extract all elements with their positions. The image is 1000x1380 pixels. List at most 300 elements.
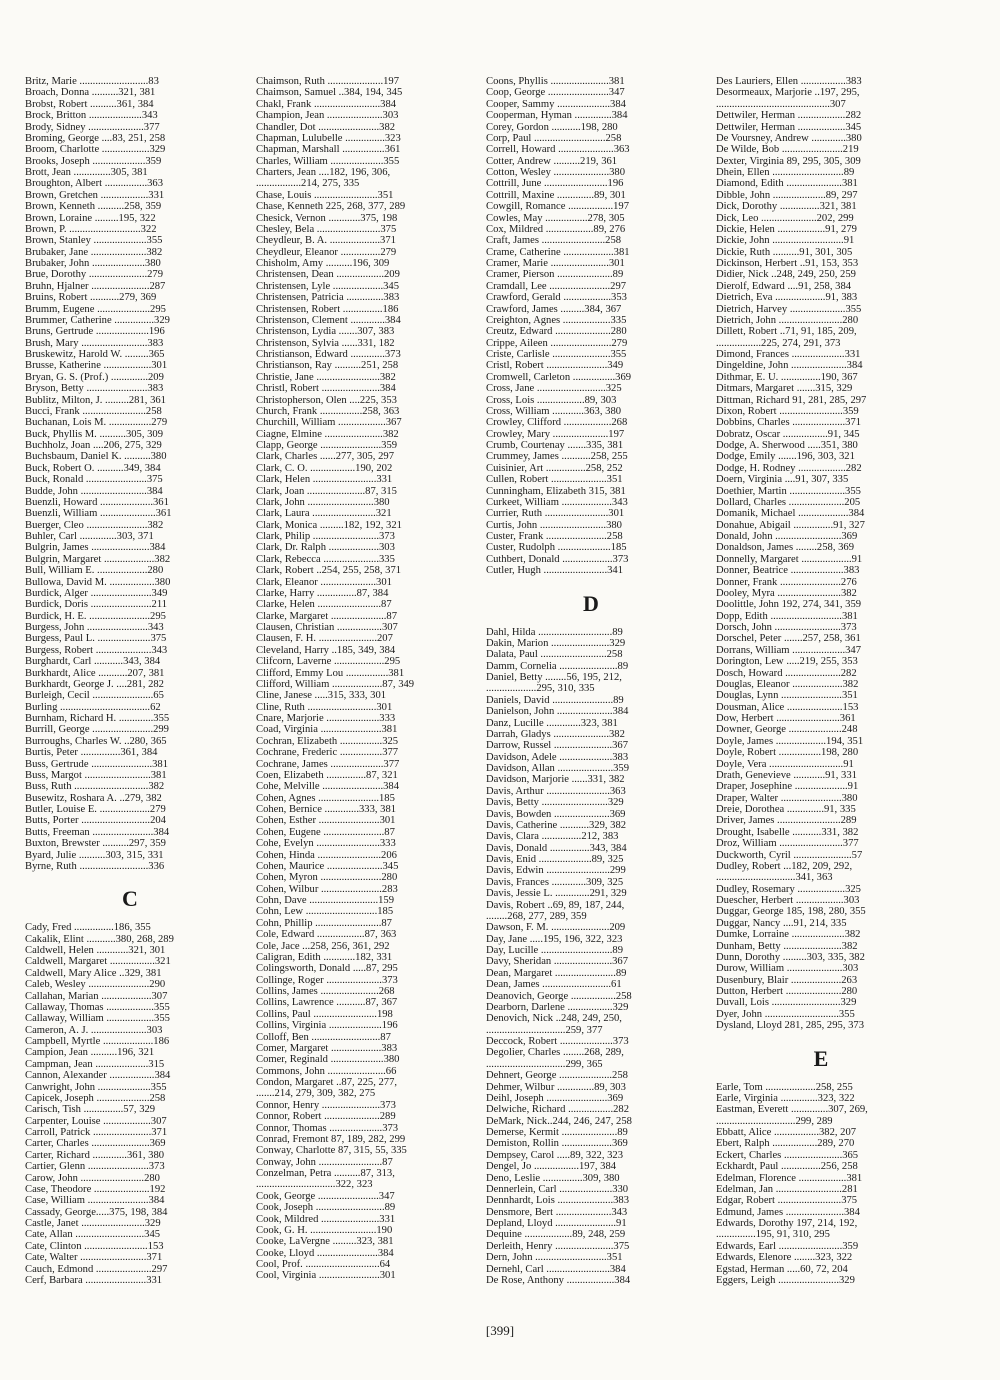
index-entry: Cotter, Andrew ..........219, 361 <box>486 155 618 167</box>
index-entry: Connor, Henry ......................373 <box>256 1099 396 1111</box>
index-entry: Depland, Lloyd .......................91 <box>486 1218 627 1229</box>
index-column-1 <box>25 76 235 1286</box>
index-entry: Edwards, Earl ........................359 <box>716 1240 859 1252</box>
index-entry: Dillett, Robert ..71, 91, 185, 209, <box>716 326 857 338</box>
index-entry: Dierolf, Edward ....91, 258, 384 <box>716 280 852 292</box>
index-entry: Dalata, Paul .........................258 <box>486 649 623 661</box>
index-entry: .................225, 274, 291, 373 <box>716 337 841 349</box>
index-entry: Dietrich, Harvey .....................355 <box>716 303 862 315</box>
index-entry: Duescher, Herbert ..................303 <box>716 895 860 906</box>
index-entry: Drought, Isabelle ...........331, 382 <box>716 826 859 838</box>
index-entry: Dickinson, Herbert ..91, 153, 353 <box>716 258 859 269</box>
index-entry: Campion, Jean ..........196, 321 <box>25 1047 155 1059</box>
index-entry: Custer, Rudolph ....................185 <box>486 542 627 554</box>
index-entry: Butts, Freeman .......................384 <box>25 826 170 838</box>
index-entry: Brue, Dorothy ......................279 <box>25 269 164 281</box>
index-entry: Burroughs, Charles W. ..280, 365 <box>25 735 167 747</box>
index-entry: Cooper, Sammy ....................384 <box>486 98 626 110</box>
index-entry: Clark, Monica .........182, 192, 321 <box>256 519 402 531</box>
index-entry: Edwards, Dorothy 197, 214, 192, <box>716 1218 858 1229</box>
index-entry: Brubaker, Jane .....................382 <box>25 246 163 258</box>
index-entry: Coad, Virginia .......................381 <box>256 724 398 736</box>
index-entry: Ditmars, Margaret .......315, 329 <box>716 383 853 395</box>
index-entry: Cross, William ............363, 380 <box>486 405 622 417</box>
section-letter-heading: D <box>583 590 599 616</box>
index-entry: .................214, 275, 335 <box>256 178 360 190</box>
index-entry: Diamond, Edith .....................381 <box>716 178 858 190</box>
index-entry: Broom, Charlotte ..................329 <box>25 144 166 156</box>
index-entry: Cohe, Melville .......................384 <box>256 781 400 793</box>
index-entry: Chesley, Bela ........................375 <box>256 223 397 235</box>
index-entry: Brown, Gretchen ..................331 <box>25 189 165 201</box>
index-entry: Clark, Joan ......................87, 315 <box>256 485 397 497</box>
index-entry: Bucci, Frank ........................258 <box>25 405 162 417</box>
index-entry: Bulgrin, Margaret ...................382 <box>25 553 171 565</box>
index-entry: Carow, John ........................280 <box>25 1172 160 1184</box>
index-entry: Cochran, Elizabeth ................325 <box>256 735 399 747</box>
index-entry: Criste, Carlisle ......................355 <box>486 349 627 360</box>
index-entry: Dobbins, Charles ....................371 <box>716 417 862 429</box>
index-entry: Dreie, Dorothea ..............91, 335 <box>716 804 856 815</box>
index-entry: Cohn, Phillip .........................87 <box>256 917 392 929</box>
index-entry: Cohen, Hinda ........................206 <box>256 849 397 861</box>
index-entry: Danz, Lucille .............323, 381 <box>486 717 618 729</box>
index-entry: Duckworth, Cyril ......................57 <box>716 849 863 861</box>
index-entry: Donner, Beatrice ....................383 <box>716 565 860 577</box>
index-entry: Edwards, Elenore ........323, 322 <box>716 1252 853 1264</box>
index-entry: ..............................259, 377 <box>486 1024 603 1036</box>
index-entry: Clark, Laura ........................321 <box>256 508 392 520</box>
index-entry: Dunn, Dorothy .........303, 335, 382 <box>716 951 865 963</box>
index-entry: Davidson, Allan .....................359 <box>486 763 630 774</box>
index-entry: Cramer, Marie ......................301 <box>486 258 625 269</box>
index-entry: Eckhardt, Paul ...............256, 258 <box>716 1161 858 1173</box>
index-entry: Clausen, Christian .................307 <box>256 622 398 633</box>
index-entry: ...................295, 310, 335 <box>486 683 595 695</box>
index-entry: Dennerlein, Carl ....................330 <box>486 1183 629 1195</box>
index-entry: Cate, Clinton ........................153 <box>25 1240 164 1252</box>
index-entry: Earle, Virginia ..............323, 322 <box>716 1092 855 1104</box>
index-entry: Cheydleur, B. A. ...................371 <box>256 235 396 247</box>
index-entry: Davis, Edwin ........................299 <box>486 865 626 877</box>
index-entry: Dumke, Lorraine ....................382 <box>716 929 861 941</box>
index-entry: Clark, John .........................380 <box>256 496 390 508</box>
index-entry: Charters, Jean ....182, 196, 306, <box>256 167 391 178</box>
index-entry: Campman, Jean ....................315 <box>25 1058 165 1070</box>
index-entry: Clark, Rebecca .....................335 <box>256 553 395 565</box>
index-entry: Dithmar, E. U. ...............190, 367 <box>716 371 858 383</box>
index-entry: Bruskewitz, Harold W. .........365 <box>25 349 165 360</box>
index-entry: Coop, George .......................347 <box>486 87 625 99</box>
index-entry: De Voursney, Andrew .............380 <box>716 132 862 144</box>
index-entry: Daniel, Betty ........56, 195, 212, <box>486 672 622 683</box>
index-entry: Conzelman, Petra ..........87, 313, <box>256 1168 395 1179</box>
index-entry: Bryson, Betty .......................383 <box>25 383 164 395</box>
index-entry: Cohen, Wilbur .......................283 <box>256 883 398 895</box>
index-entry: Caldwell, Helen ............321, 301 <box>25 945 166 956</box>
index-entry: Buerger, Cleo .......................382 <box>25 519 164 531</box>
index-entry: Dick, Leo .....................202, 299 <box>716 212 854 224</box>
index-entry: Cole, Jace ...258, 256, 361, 292 <box>256 940 390 952</box>
index-entry: Cohn, Lew ...........................185 <box>256 906 394 918</box>
index-entry: ..............................341, 363 <box>716 872 833 884</box>
index-entry: De Rose, Anthony ..................384 <box>486 1274 631 1286</box>
index-entry: DeMark, Nick..244, 246, 247, 258 <box>486 1115 632 1127</box>
index-entry: Dunham, Betty ......................382 <box>716 940 858 952</box>
index-entry: Dickie, John ...........................91 <box>716 235 855 247</box>
index-entry: Chapman, Lulubelle ...............323 <box>256 132 401 144</box>
index-entry: Driver, James ........................289 <box>716 815 857 827</box>
index-entry: Burgess, Paul L. ....................375 <box>25 633 167 645</box>
index-entry: Cohen, Eugene .......................87 <box>256 826 395 838</box>
index-column-4 <box>716 76 926 1286</box>
index-entry: Cline, Janese .....315, 333, 301 <box>256 690 387 702</box>
index-entry: Davis, Betty .........................329 <box>486 797 624 809</box>
index-entry: ...............195, 91, 310, 295 <box>716 1229 830 1241</box>
index-entry: Dittman, Richard 91, 281, 285, 297 <box>716 394 867 406</box>
index-entry: Buss, Margot .........................381 <box>25 769 167 781</box>
index-entry: Brown, Loraine .........195, 322 <box>25 212 156 224</box>
index-entry: Chisholm, Amy ..........196, 309 <box>256 258 390 269</box>
index-entry: Bruins, Robert ...........279, 369 <box>25 292 157 304</box>
index-entry: Dodge, A. Sherwood .....351, 380 <box>716 440 858 451</box>
index-entry: Cole, Edward ..................87, 363 <box>256 929 397 941</box>
index-entry: Cate, Walter .........................371 <box>25 1252 163 1264</box>
index-entry: ........268, 277, 289, 359 <box>486 910 587 922</box>
index-entry: Bruhn, Hjalner ......................287 <box>25 280 166 292</box>
index-entry: Dawson, F. M. ......................209 <box>486 922 626 934</box>
index-entry: Christensen, Lyle ...................345 <box>256 280 400 292</box>
index-entry: Champion, Jean .....................303 <box>256 110 399 122</box>
index-entry: Burdick, Alger .......................349 <box>25 587 168 599</box>
index-entry: Christenson, Lydia .......307, 383 <box>256 326 395 338</box>
index-entry: Burnham, Richard H. .............355 <box>25 713 170 724</box>
index-entry: Dietrich, John ........................280 <box>716 314 859 326</box>
index-entry: Cohen, Myron .......................280 <box>256 872 398 884</box>
index-entry: Colingsworth, Donald .....87, 295 <box>256 963 398 975</box>
index-entry: Cassady, George.....375, 198, 384 <box>25 1206 168 1218</box>
index-entry: Demiston, Rollin ...................369 <box>486 1138 628 1150</box>
index-entry: Buck, Robert O. ..........349, 384 <box>25 462 161 474</box>
index-entry: Conrad, Fremont 87, 189, 282, 299 <box>256 1133 406 1145</box>
index-entry: Church, Frank ................258, 363 <box>256 405 400 417</box>
index-entry: Dobratz, Oscar .................91, 345 <box>716 428 860 440</box>
index-entry: Crippe, Aileen .......................279 <box>486 337 628 349</box>
index-entry: Buchsbaum, Daniel K. ..........380 <box>25 451 167 463</box>
index-entry: Brubaker, John ....................380 <box>25 258 161 269</box>
index-entry: Cuisinier, Art ...............258, 252 <box>486 462 623 474</box>
index-entry: Charles, William ....................355 <box>256 155 400 167</box>
index-entry: ...........................................307 <box>716 98 846 110</box>
index-entry: Burdick, H. E. .......................295 <box>25 610 166 622</box>
index-entry: Brummer, Catherine ...............329 <box>25 314 170 326</box>
index-entry: Burtis, Peter ...............361, 384 <box>25 747 158 759</box>
index-entry: Clark, Eleanor .....................301 <box>256 576 392 588</box>
index-entry: Broughton, Albert ................363 <box>25 178 164 190</box>
index-entry: Cowgill, Romance .................197 <box>486 201 630 213</box>
index-entry: Buchholz, Joan ....206, 275, 329 <box>25 440 162 451</box>
index-entry: Droz, William ........................377 <box>716 838 859 850</box>
index-entry: Curtis, John .........................380 <box>486 519 622 531</box>
index-entry: Chandler, Dot .......................382 <box>256 121 396 133</box>
index-entry: Clarke, Helen ........................87 <box>256 599 392 611</box>
index-entry: Desormeaux, Marjorie ..197, 295, <box>716 87 860 99</box>
index-entry: Clifford, Emmy Lou ................381 <box>256 667 405 679</box>
index-entry: Capicek, Joseph ....................258 <box>25 1092 166 1104</box>
index-entry: Demerse, Kermit .....................89 <box>486 1127 628 1138</box>
index-entry: Crame, Catherine ...................381 <box>486 246 630 258</box>
index-entry: Caligran, Edith ............182, 331 <box>256 951 393 963</box>
index-entry: Condon, Margaret ..87, 225, 277, <box>256 1077 398 1088</box>
index-entry: Conway, John ........................87 <box>256 1156 393 1168</box>
index-entry: Dettwiler, Herman ..................282 <box>716 110 862 122</box>
index-entry: Buck, Phyllis M. ..........305, 309 <box>25 428 164 440</box>
index-entry: Day, Jane .....195, 196, 322, 323 <box>486 933 623 945</box>
index-entry: Dehmer, Wilbur ..............89, 303 <box>486 1081 626 1093</box>
index-entry: Davis, Enid ....................89, 325 <box>486 854 624 865</box>
index-entry: Chapman, Marshall ................361 <box>256 144 401 156</box>
index-entry: Cook, G. H. .........................190 <box>256 1224 393 1236</box>
index-entry: Doern, Virginia ....91, 307, 335 <box>716 474 849 486</box>
index-entry: Burgess, Robert .....................343 <box>25 644 168 656</box>
index-entry: Christensen, Patricia ..............383 <box>256 292 400 304</box>
index-entry: Cool, Prof. ............................64 <box>256 1259 391 1270</box>
index-entry: Cartier, Glenn .......................373 <box>25 1161 165 1173</box>
index-entry: Doethier, Martin .....................355 <box>716 485 861 497</box>
index-entry: Cohn, Dave ..........................159 <box>256 895 395 906</box>
index-entry: Campbell, Myrtle ...................186 <box>25 1036 170 1047</box>
index-entry: Cohen, Bernice .............333, 381 <box>256 804 397 815</box>
index-entry: Collinge, Roger .....................373 <box>256 974 398 986</box>
index-entry: Brody, Sidney .....................377 <box>25 121 160 133</box>
index-entry: Cottrill, June ........................196 <box>486 178 624 190</box>
index-entry: Darrow, Russel ......................367 <box>486 740 629 752</box>
index-entry: Downer, George ....................248 <box>716 724 858 736</box>
index-entry: Bryan, G. S. (Prof.) ..............209 <box>25 371 164 383</box>
index-entry: Dutton, Herbert .....................280 <box>716 986 858 997</box>
index-entry: Dakin, Marion ......................329 <box>486 637 626 649</box>
index-entry: De Wilde, Bob .......................219 <box>716 144 859 156</box>
index-entry: Coen, Elizabeth ...............87, 321 <box>256 769 398 781</box>
index-entry: Castle, Janet ........................329 <box>25 1218 161 1229</box>
index-entry: Clifcorn, Laverne ...................295 <box>256 656 401 668</box>
index-column-3 <box>486 76 696 1286</box>
index-entry: Christenson, Clement .............384 <box>256 314 401 326</box>
index-entry: Currier, Ruth ........................301 <box>486 508 625 520</box>
index-entry: Douglas, Eleanor ...................382 <box>716 678 859 690</box>
index-entry: Didier, Nick ..248, 249, 250, 259 <box>716 269 856 281</box>
index-entry: Case, Theodore .....................192 <box>25 1183 166 1195</box>
index-entry: Brobst, Robert ..........361, 384 <box>25 98 154 110</box>
index-entry: Commons, John ......................66 <box>256 1065 397 1077</box>
index-entry: Doolittle, John 192, 274, 341, 359 <box>716 599 862 611</box>
index-entry: Cameron, A. J. .....................303 <box>25 1024 163 1036</box>
index-entry: Deihl, Joseph .......................369 <box>486 1092 624 1104</box>
index-entry: Donaldson, James ........258, 369 <box>716 542 855 554</box>
section-letter-heading: C <box>122 886 138 912</box>
index-entry: Davis, Bowden .....................369 <box>486 808 626 820</box>
index-entry: ..............................299, 289 <box>716 1115 833 1127</box>
index-entry: Dimond, Frances ....................331 <box>716 349 861 360</box>
index-entry: Bullowa, David M. .................380 <box>25 576 171 588</box>
index-entry: Buhler, Carl ..............303, 371 <box>25 531 154 542</box>
index-entry: Churchill, William ..................367 <box>256 417 402 429</box>
index-entry: Clarke, Harry ...............87, 384 <box>256 587 389 599</box>
index-entry: Conway, Charlotte 87, 315, 55, 335 <box>256 1145 407 1157</box>
index-entry: Callaway, William ..................355 <box>25 1013 170 1025</box>
index-entry: Dean, Margaret .......................89 <box>486 967 627 979</box>
index-entry: Burrill, George .......................299 <box>25 724 169 736</box>
index-entry: Dickie, Helen ..................91, 279 <box>716 223 857 235</box>
index-entry: Clark, Robert ..254, 255, 258, 371 <box>256 565 402 577</box>
index-entry: Cramdall, Lee .......................297 <box>486 280 627 292</box>
index-entry: Burgess, John .......................343 <box>25 622 164 633</box>
index-entry: Connor, Robert .....................289 <box>256 1111 396 1123</box>
index-entry: Eastman, Everett ..............307, 269, <box>716 1104 868 1116</box>
index-entry: Derleith, Henry ......................375 <box>486 1240 630 1252</box>
index-entry: Cramer, Pierson .....................89 <box>486 269 624 281</box>
index-entry: Dick, Dorothy ...............321, 381 <box>716 201 857 213</box>
index-entry: Douglas, Lynn .......................351 <box>716 690 858 702</box>
index-entry: Draper, Josephine ....................91 <box>716 781 859 793</box>
index-entry: Crowley, Mary .....................197 <box>486 428 625 440</box>
index-entry: Byrne, Ruth ..........................336 <box>25 860 165 872</box>
index-entry: Corp, Paul ...........................258 <box>486 132 622 144</box>
index-entry: Edelman, Jan .........................281 <box>716 1183 858 1195</box>
index-entry: Donner, Frank .......................276 <box>716 576 857 588</box>
index-entry: Corey, Gordon ...........198, 280 <box>486 121 618 133</box>
index-entry: Creutz, Edward .....................280 <box>486 326 627 338</box>
index-entry: Case, William .......................384 <box>25 1195 165 1207</box>
index-entry: Crawford, James .........384, 367 <box>486 303 622 315</box>
index-entry: Curkeet, William ...................343 <box>486 496 628 508</box>
index-entry: Cross, Jane ..........................325 <box>486 383 622 395</box>
section-letter-heading: E <box>813 1045 829 1071</box>
index-entry: Cooke, LaVergne .........323, 381 <box>256 1236 394 1248</box>
index-entry: Carisch, Tish ...............57, 329 <box>25 1104 156 1116</box>
index-entry: Clausen, F. H. ......................207 <box>256 633 393 645</box>
index-entry: Davis, Jessie L. .............291, 329 <box>486 888 627 900</box>
index-entry: Edmund, James ......................384 <box>716 1206 860 1218</box>
index-entry: Clifford, William ...................87, 349 <box>256 678 415 690</box>
index-entry: Christl, Robert ......................384 <box>256 383 396 395</box>
index-entry: Comer, Reginald ....................380 <box>256 1054 400 1066</box>
index-entry: Christianson, Ray ..........251, 258 <box>256 360 399 372</box>
index-entry: Dooley, Myra ........................382 <box>716 587 857 599</box>
index-column-2 <box>256 76 466 1282</box>
index-entry: Deanovich, George .................258 <box>486 990 632 1002</box>
index-entry: Cleveland, Harry ..185, 349, 384 <box>256 644 396 656</box>
index-entry: Davidson, Marjorie ......331, 382 <box>486 774 625 786</box>
index-entry: Chakl, Frank .........................384 <box>256 98 397 110</box>
index-entry: Cohen, Agnes .......................185 <box>256 792 395 804</box>
index-entry: Dudley, Rosemary ..................325 <box>716 883 861 895</box>
index-entry: Buss, Gertrude .......................381 <box>25 758 169 770</box>
index-entry: Dorrans, William ....................347 <box>716 644 862 656</box>
index-entry: Durow, William .....................303 <box>716 963 859 975</box>
index-entry: Domanik, Michael ...................384 <box>716 508 865 520</box>
index-entry: Christenson, Sylvia ......331, 182 <box>256 337 395 349</box>
index-entry: Christensen, Dean ..................209 <box>256 269 400 281</box>
index-entry: Davidson, Adele ....................383 <box>486 751 629 763</box>
index-entry: Broming, George ....83, 251, 258 <box>25 132 166 144</box>
index-entry: Cooke, Lloyd .......................384 <box>256 1247 394 1259</box>
index-entry: Christopherson, Olen ....225, 353 <box>256 394 397 406</box>
index-entry: Davis, Catherine ...........329, 382 <box>486 819 627 831</box>
index-entry: Davis, Frances .............309, 325 <box>486 876 624 888</box>
index-entry: Dyer, John ............................355 <box>716 1008 855 1020</box>
index-entry: Caleb, Wesley .......................290 <box>25 979 166 991</box>
index-entry: Broach, Donna ..........321, 381 <box>25 87 156 99</box>
index-entry: Caldwell, Margaret .................321 <box>25 956 171 968</box>
index-entry: Cnare, Marjorie ....................333 <box>256 713 396 724</box>
index-entry: Dhein, Ellen ...........................89 <box>716 167 855 178</box>
index-entry: Bulgrin, James ......................384 <box>25 542 166 554</box>
index-entry: Cady, Fred ...............186, 355 <box>25 922 151 934</box>
index-entry: Coons, Phyllis ......................381 <box>486 76 625 87</box>
index-entry: Dollard, Charles .....................205 <box>716 496 861 508</box>
index-entry: Cunningham, Elizabeth 315, 381 <box>486 485 626 497</box>
index-entry: Buss, Ruth ............................382 <box>25 781 165 793</box>
index-entry: Bull, William E. ...................280 <box>25 565 164 577</box>
index-entry: Egstad, Herman .....60, 72, 204 <box>716 1263 848 1275</box>
index-entry: Clapp, George .......................359 <box>256 440 398 451</box>
index-entry: Collins, Virginia ....................196 <box>256 1020 398 1032</box>
index-entry: Cate, Allan ..........................345 <box>25 1229 161 1241</box>
index-entry: Day, Lucille ...........................89 <box>486 945 624 956</box>
index-entry: Dixon, Robert ........................359 <box>716 405 859 417</box>
index-entry: Chesick, Vernon ............375, 198 <box>256 212 398 224</box>
index-entry: Cheydleur, Eleanor ...............279 <box>256 246 397 258</box>
index-entry: Dysland, Lloyd 281, 285, 295, 373 <box>716 1020 865 1032</box>
index-entry: Cannon, Alexander .................384 <box>25 1070 171 1082</box>
index-entry: Davy, Sheridan ......................367 <box>486 956 629 968</box>
index-entry: Cutler, Hugh ........................341 <box>486 565 623 577</box>
index-entry: Dietrich, Eva ...................91, 383 <box>716 292 858 304</box>
index-entry: Burkhardt, George J. ....281, 282 <box>25 678 164 690</box>
index-entry: Cohen, Maurice .....................345 <box>256 860 399 872</box>
index-entry: Damm, Cornelia ......................89 <box>486 660 629 672</box>
index-entry: Dibble, John ....................89, 297 <box>716 189 858 201</box>
index-entry: Deccock, Robert ....................373 <box>486 1036 629 1047</box>
index-entry: Ciagne, Elmine ......................382 <box>256 428 399 440</box>
index-entry: Brumm, Eugene ....................295 <box>25 303 166 315</box>
index-entry: Dingeldine, John .....................384 <box>716 360 863 372</box>
index-entry: Correll, Howard .....................363 <box>486 144 630 156</box>
index-entry: Brush, Mary .........................383 <box>25 337 164 349</box>
index-entry: Dodge, Emily .......196, 303, 321 <box>716 451 855 463</box>
index-entry: Custer, Frank .......................258 <box>486 531 623 542</box>
index-entry: Dopp, Edith ...........................381 <box>716 610 858 622</box>
index-entry: Dexter, Virginia 89, 295, 305, 309 <box>716 155 861 167</box>
index-entry: Dusenbury, Blair ...................263 <box>716 974 858 986</box>
index-entry: Donald, John .........................369 <box>716 531 858 542</box>
index-entry: Burdick, Doris .......................211 <box>25 599 168 611</box>
index-entry: Dickie, Ruth ..........91, 301, 305 <box>716 246 853 258</box>
index-entry: Carter, Charles ......................369 <box>25 1138 166 1150</box>
index-entry: Dehnert, George ....................258 <box>486 1070 628 1082</box>
index-entry: Donnelly, Margaret ...................91 <box>716 553 863 565</box>
index-entry: Buchanan, Lois M. ................279 <box>25 417 168 429</box>
index-entry: Duggar, George 185, 198, 280, 355 <box>716 906 866 918</box>
index-entry: Edgar, Robert ........................375 <box>716 1195 858 1207</box>
index-entry: Delwiche, Richard .................282 <box>486 1104 629 1116</box>
index-entry: Burleigh, Cecil .......................65 <box>25 690 164 702</box>
index-entry: Dudley, Robert ...182, 209, 292, <box>716 860 853 872</box>
index-entry: Dearborn, Darlene .................329 <box>486 1001 629 1013</box>
index-entry: Britz, Marie ..........................83 <box>25 76 159 87</box>
index-entry: Chaimson, Samuel ..384, 194, 345 <box>256 87 403 99</box>
